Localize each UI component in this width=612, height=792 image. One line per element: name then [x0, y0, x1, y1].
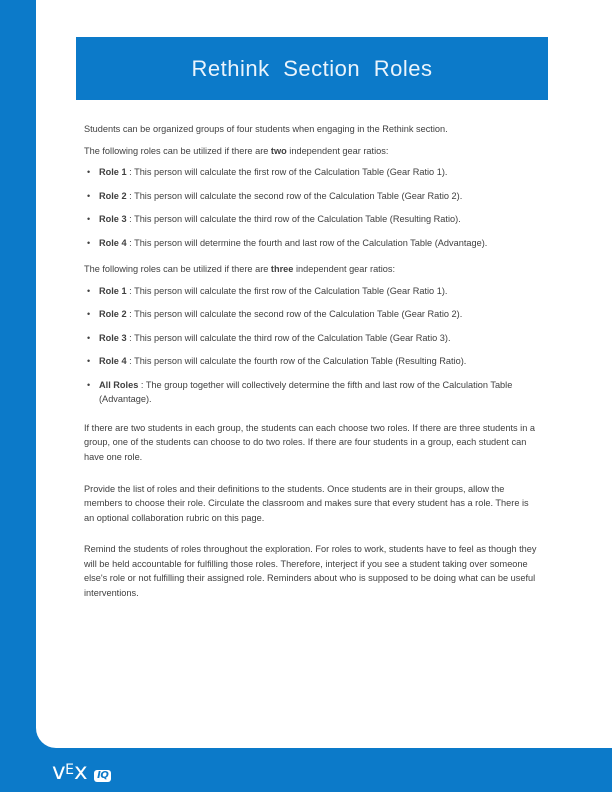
role-separator: :: [126, 285, 135, 296]
bullet-icon: •: [87, 237, 91, 248]
role-label: Role 1: [99, 167, 127, 178]
two-ratios-lead-pre: The following roles can be utilized if there are: [84, 145, 271, 156]
closing-paragraph-1: [84, 421, 539, 465]
three-ratios-lead-pre: The following roles can be utilized if there are: [84, 264, 271, 275]
role-description: This person will calculate the first row of the Calculation Table (Gear Ratio 1).: [134, 167, 448, 178]
list-item: [84, 189, 539, 204]
bullet-icon: •: [87, 356, 91, 367]
vex-iq-logo: [52, 759, 111, 785]
role-separator: :: [126, 309, 135, 320]
role-separator: :: [126, 190, 135, 201]
bullet-icon: •: [87, 190, 91, 201]
vex-logo-letter-e: E: [65, 762, 74, 778]
two-ratios-lead-post: independent gear ratios:: [286, 145, 389, 156]
three-ratios-lead-paragraph: [84, 262, 539, 277]
role-description: This person will calculate the third row of the Calculation Table (Gear Ratio 3).: [134, 332, 451, 343]
role-description: This person will calculate the third row of the Calculation Table (Resulting Ratio).: [134, 214, 461, 225]
intro-paragraph: [84, 122, 539, 137]
role-label: Role 2: [99, 190, 127, 201]
bullet-icon: •: [87, 214, 91, 225]
bullet-icon: •: [87, 379, 91, 390]
role-separator: :: [138, 379, 146, 390]
role-description: This person will determine the fourth and last row of the Calculation Table (Advantage).: [134, 237, 488, 248]
three-ratios-lead-emphasis: three: [270, 264, 294, 275]
closing-paragraph-2-text: Provide the list of roles and their definitions to the students. Once students are in their groups, allow the members to choose their role. Circulate the classroom and makes sure that every student has a role. There is an optional collaboration rubric on this page.: [84, 483, 529, 523]
list-item: [84, 307, 539, 322]
closing-paragraph-1-text: If there are two students in each group, the students can each choose two roles. If there are three students in a group, one of the students can choose to do two roles. If there are four students in a group, each student can have one role.: [84, 422, 535, 462]
intro-paragraph-text: Students can be organized groups of four students when engaging in the Rethink section.: [84, 124, 448, 134]
role-label: Role 3: [99, 214, 127, 225]
page-title: Rethink Section Roles: [191, 55, 433, 81]
role-description: This person will calculate the second row of the Calculation Table (Gear Ratio 2).: [134, 309, 463, 320]
role-label: Role 2: [99, 309, 127, 320]
role-label: Role 1: [99, 285, 127, 296]
role-description: This person will calculate the second row of the Calculation Table (Gear Ratio 2).: [134, 190, 463, 201]
role-separator: :: [126, 332, 135, 343]
role-description: This person will calculate the fourth row of the Calculation Table (Resulting Ratio).: [134, 356, 467, 367]
vex-wordmark: [52, 761, 87, 784]
list-item: [84, 165, 539, 180]
document-body: [84, 122, 539, 611]
title-banner: [76, 37, 548, 100]
two-ratio-role-list: [84, 165, 539, 250]
list-item: [84, 331, 539, 346]
bullet-icon: •: [87, 332, 91, 343]
role-separator: :: [126, 356, 135, 367]
list-item: [84, 354, 539, 369]
vex-logo-letter-v: v: [52, 759, 66, 785]
role-label: Role 3: [99, 332, 127, 343]
bullet-icon: •: [87, 167, 91, 178]
role-label: Role 4: [99, 237, 127, 248]
iq-badge: IQ: [94, 770, 111, 783]
list-item: [84, 284, 539, 299]
closing-paragraph-3-text: Remind the students of roles throughout the exploration. For roles to work, students have to feel as though they will be held accountable for fulfilling those roles. Therefore, interject if you see a student taking over someone else's role or not fulfilling their assigned role. Reminders about who is supposed to be doing what can be useful interventions.: [84, 544, 537, 598]
bullet-icon: •: [87, 309, 91, 320]
three-ratios-lead-post: independent gear ratios:: [293, 264, 396, 275]
role-separator: :: [126, 214, 135, 225]
role-description: The group together will collectively determine the fifth and last row of the Calculation Table (Advantage).: [99, 379, 513, 405]
closing-paragraph-3: [84, 542, 539, 600]
three-ratio-role-list: [84, 284, 539, 407]
role-label: All Roles: [99, 379, 139, 390]
vex-logo-letter-x: x: [73, 759, 88, 785]
role-label: Role 4: [99, 356, 127, 367]
bullet-icon: •: [87, 285, 91, 296]
list-item: [84, 212, 539, 227]
closing-paragraph-2: [84, 482, 539, 526]
two-ratios-lead-emphasis: two: [270, 145, 287, 156]
role-separator: :: [126, 167, 135, 178]
role-description: This person will calculate the first row of the Calculation Table (Gear Ratio 1).: [134, 285, 448, 296]
two-ratios-lead-paragraph: [84, 144, 539, 159]
list-item: [84, 378, 539, 407]
role-separator: :: [126, 237, 135, 248]
list-item: [84, 236, 539, 251]
